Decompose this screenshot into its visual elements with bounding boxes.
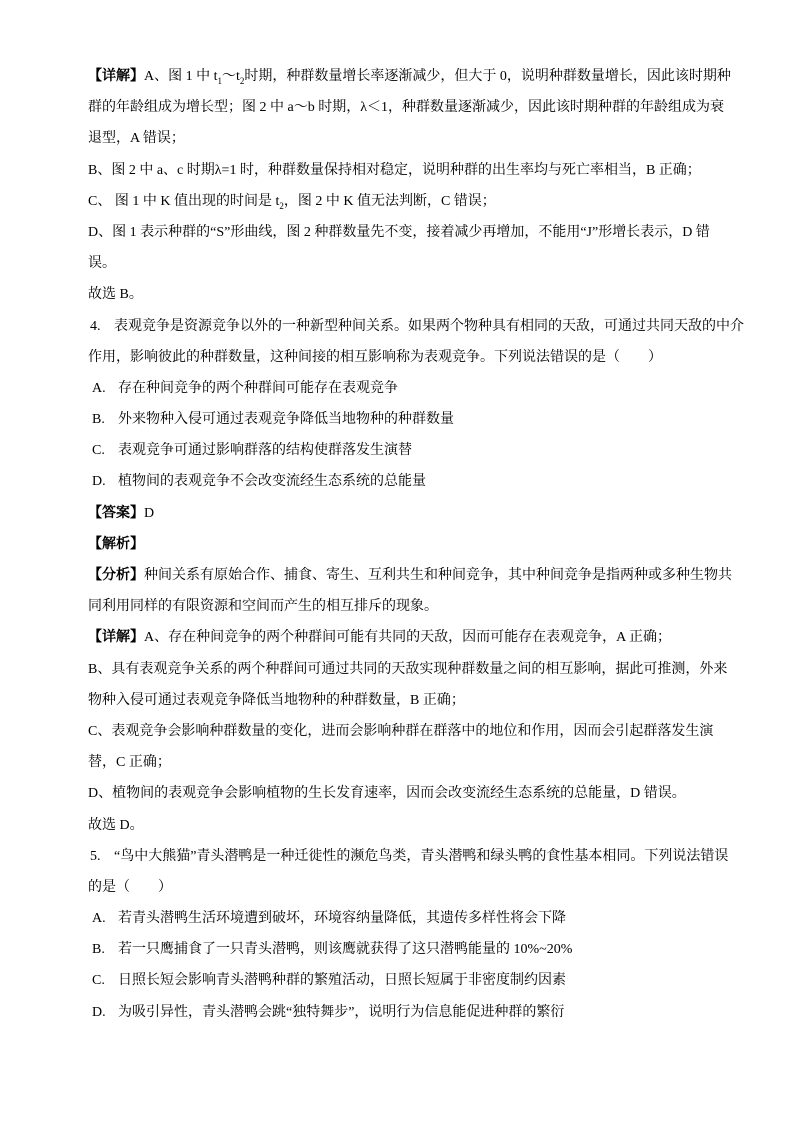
q4-detail-line: B、具有表观竞争关系的两个种群间可通过共同的天敌实现种群数量之间的相互影响，据此可推测，外来 (88, 661, 728, 677)
q4-detail-line: D、植物间的表观竞争会影响植物的生长发育速率，因而会改变流经生态系统的总能量，D 错误。 (88, 786, 686, 802)
option-letter: B. (92, 412, 105, 428)
text-run: D、图 1 表示种群的“S”形曲线，图 2 种群数量先不变，接着减少再增加，不能用“J”形增长表示，D 错 (88, 224, 710, 240)
text-run: A、图 1 中 t (144, 69, 218, 84)
solution-tag: 【解析】 (88, 536, 144, 552)
text-run: ～t (222, 69, 240, 84)
q4-stem-line: 作用，影响彼此的种群数量，这种间接的相互影响称为表观竞争。下列说法错误的是（ ） (88, 349, 662, 365)
q4-stem-line (88, 311, 744, 342)
q4-solution-heading (88, 529, 728, 560)
option-text: 存在种间竞争的两个种群间可能存在表观竞争 (118, 380, 398, 396)
text-run: 种间关系有原始合作、捕食、寄生、互利共生和种间竞争，其中种间竞争是指两种或多种生物共 (144, 568, 732, 583)
q5-option-c (88, 965, 728, 996)
q3-detail-line (88, 155, 728, 186)
option-letter: D. (92, 1004, 106, 1020)
text-run: C、 图 1 中 K 值出现的时间是 t (88, 193, 280, 209)
question-number: 5. (90, 848, 101, 864)
option-text: 若一只鹰捕食了一只青头潜鸭，则该鹰就获得了这只潜鸭能量的 10%~20% (118, 942, 573, 958)
document-page (88, 61, 744, 1028)
text-run: 误。 (88, 256, 116, 272)
q4-detail-line: 替，C 正确； (88, 755, 171, 771)
option-text: 植物间的表观竞争不会改变流经生态系统的总能量 (118, 474, 426, 490)
detail-tag: 【详解】 (88, 630, 144, 646)
option-letter: C. (92, 443, 105, 459)
q3-detail-line (88, 92, 728, 123)
q3-detail-line (88, 217, 728, 248)
subscript: 1 (217, 76, 222, 86)
q5-stem-line: 的是（ ） (88, 879, 172, 895)
q5-option-b (88, 934, 728, 965)
subscript: 2 (279, 200, 284, 211)
q4-detail-line: C、表观竞争会影响种群数量的变化，进而会影响种群在群落中的地位和作用，因而会引起群落发生演 (88, 723, 714, 739)
q4-detail-line (88, 622, 728, 653)
option-text: 表观竞争可通过影响群落的结构使群落发生演替 (118, 443, 412, 459)
option-text: 外来物种入侵可通过表观竞争降低当地物种的种群数量 (118, 412, 454, 428)
option-letter: A. (92, 911, 106, 927)
answer-value: D (144, 505, 155, 521)
subscript: 2 (239, 76, 245, 86)
question-stem: “鸟中大熊猫”青头潜鸭是一种迁徙性的濒危鸟类，青头潜鸭和绿头鸭的食性基本相同。下列说法错误 (114, 848, 729, 864)
q4-conclusion: 故选 D。 (88, 817, 144, 833)
q5-option-a (88, 903, 728, 934)
q4-option-d (88, 466, 728, 497)
analysis-tag: 【分析】 (88, 568, 144, 583)
q3-detail-line (88, 61, 731, 92)
q4-analysis-line: 同利用同样的有限资源和空间而产生的相互排斥的现象。 (88, 599, 438, 615)
option-text: 日照长短会影响青头潜鸭种群的繁殖活动，日照长短属于非密度制约因素 (118, 973, 566, 989)
q3-conclusion: 故选 B。 (88, 287, 143, 303)
option-letter: B. (92, 942, 105, 958)
q3-detail-line (88, 186, 728, 217)
option-text: 若青头潜鸭生活环境遭到破坏，环境容纳量降低，其遗传多样性将会下降 (118, 911, 566, 927)
q3-detail-line (88, 248, 728, 279)
option-letter: D. (92, 474, 106, 490)
answer-tag: 【答案】 (88, 505, 144, 521)
q5-option-d (88, 997, 728, 1028)
text-run: B、图 2 中 a、c 时期λ=1 时，种群数量保持相对稳定，说明种群的出生率均与死亡率相当，B 正确； (88, 162, 701, 178)
q4-option-a (88, 373, 728, 404)
detail-tag: 【详解】 (88, 69, 144, 84)
text-run: 群的年龄组成为增长型；图 2 中 a～b 时期，λ＜1，种群数量逐渐减少，因此该时期种群的年龄组成为衰 (88, 100, 724, 116)
option-text: 为吸引异性，青头潜鸭会跳“独特舞步”，说明行为信息能促进种群的繁衍 (118, 1004, 565, 1020)
option-letter: C. (92, 973, 105, 989)
q4-detail-line: 物种入侵可通过表观竞争降低当地物种的种群数量，B 正确； (88, 692, 465, 708)
q4-option-b (88, 404, 728, 435)
q4-option-c (88, 435, 728, 466)
q4-analysis-line (88, 560, 732, 591)
q4-answer (88, 498, 728, 529)
question-number: 4. (90, 318, 101, 334)
text-run: ，图 2 中 K 值无法判断，C 错误； (283, 193, 496, 209)
q5-stem-line (88, 841, 728, 872)
question-stem: 表观竞争是资源竞争以外的一种新型种间关系。如果两个物种具有相同的天敌，可通过共同天敌的中介 (114, 318, 744, 334)
q3-detail-line (88, 123, 728, 154)
text-run: 退型，A 错误； (88, 131, 185, 147)
text-run: A、存在种间竞争的两个种群间可能有共同的天敌，因而可能存在表观竞争，A 正确； (144, 630, 671, 646)
text-run: 时期，种群数量增长率逐渐减少，但大于 0，说明种群数量增长，因此该时期种 (244, 69, 731, 84)
option-letter: A. (92, 380, 106, 396)
